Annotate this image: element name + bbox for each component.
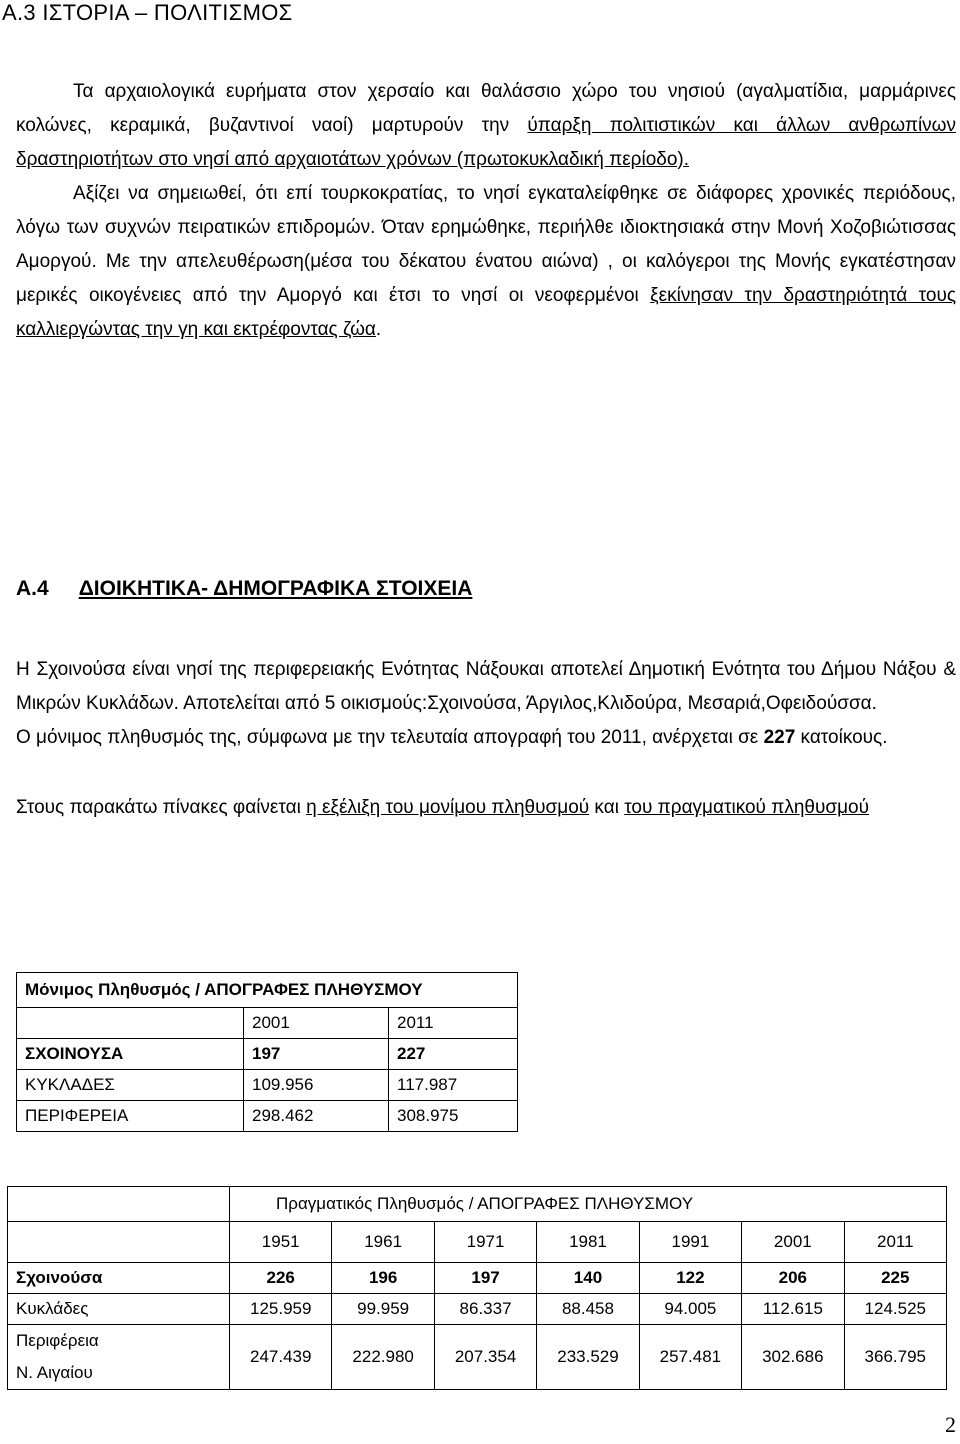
table-cell: 117.987 <box>389 1070 518 1101</box>
table-cell: 197 <box>434 1263 536 1294</box>
section-4-body <box>16 653 956 825</box>
section-3-heading: A.3 ΙΣΤΟΡΙΑ – ΠΟΛΙΤΙΣΜΟΣ <box>2 0 293 25</box>
text-run: και <box>589 797 625 818</box>
permanent-population-table <box>16 972 518 1132</box>
table-row <box>17 1008 518 1039</box>
table-cell: 109.956 <box>244 1070 389 1101</box>
year-cell: 1951 <box>230 1222 332 1263</box>
table-cell: 308.975 <box>389 1101 518 1132</box>
table-row <box>8 1294 947 1325</box>
table-title: Μόνιμος Πληθυσμός / ΑΠΟΓΡΑΦΕΣ ΠΛΗΘΥΣΜΟΥ <box>17 973 518 1008</box>
paragraph-archaeology <box>16 75 956 177</box>
paragraph-turkish-rule <box>16 177 956 347</box>
row-label <box>8 1325 230 1390</box>
table-cell <box>8 1187 230 1222</box>
section-title: ΔΙΟΙΚΗΤΙΚΑ- ΔΗΜΟΓΡΑΦΙΚΑ ΣΤΟΙΧΕΙΑ <box>78 577 473 600</box>
row-label: Σχοινούσα <box>8 1263 230 1294</box>
table-cell: 227 <box>389 1039 518 1070</box>
table-cell: 140 <box>537 1263 639 1294</box>
table-cell: 86.337 <box>434 1294 536 1325</box>
section-3-body <box>16 75 956 347</box>
text-run: Τα αρχαιολογικά ευρήματα στον χερσαίο και θαλάσσιο χώρο του νησιού (αγαλματίδια, μαρμάρινες κολώνες, κεραμικά, βυζαντινοί ναοί) μαρτυρούν την <box>16 81 956 136</box>
text-run: Ο μόνιμος πληθυσμός της, σύμφωνα με την τελευταία απογραφή του 2011, ανέρχεται σε <box>16 727 764 748</box>
text-run: κατοίκους. <box>795 727 888 748</box>
underlined-text: του πραγματικού πληθυσμού <box>624 797 869 818</box>
row-label: ΠΕΡΙΦΕΡΕΙΑ <box>17 1101 244 1132</box>
table-cell: 99.959 <box>332 1294 434 1325</box>
year-cell: 1991 <box>639 1222 741 1263</box>
table-cell: 124.525 <box>844 1294 946 1325</box>
table-title: Πραγματικός Πληθυσμός / ΑΠΟΓΡΑΦΕΣ ΠΛΗΘΥΣΜΟΥ <box>230 1187 947 1222</box>
table-cell: 226 <box>230 1263 332 1294</box>
table-cell: 222.980 <box>332 1325 434 1390</box>
table-row <box>17 1101 518 1132</box>
year-cell: 2001 <box>742 1222 844 1263</box>
table-row <box>8 1222 947 1263</box>
table-cell: 196 <box>332 1263 434 1294</box>
row-label-line: Ν. Αιγαίου <box>16 1363 93 1382</box>
section-number: Α.4 <box>16 577 49 600</box>
text-run: Αξίζει να σημειωθεί, ότι επί τουρκοκρατίας, το νησί εγκαταλείφθηκε σε διάφορες χρονικές περιόδους, λόγω των συχνών πειρατικών επιδρομών. Όταν ερημώθηκε, περιήλθε ιδιοκτησιακά στην Μονή Χοζοβιώτισσας Αμοργού. Με την απελευθέρωση(μέσα του δέκατου ένατου αιώνα) , οι καλόγεροι της Μονής εγκατέστησαν μερικές οικογένειες από την Αμοργό και έτσι το νησί οι νεοφερμένοι <box>16 183 956 306</box>
underlined-text: ξεκίνησαν την δραστηριότητά τους καλλιεργώντας την γη και εκτρέφοντας ζώα <box>16 285 957 340</box>
year-cell: 1981 <box>537 1222 639 1263</box>
actual-population-table <box>7 1186 947 1390</box>
table-cell: 225 <box>844 1263 946 1294</box>
underlined-text: ύπαρξη πολιτιστικών και άλλων ανθρωπίνων δραστηριοτήτων στο νησί από αρχαιοτάτων χρόνων (πρωτοκυκλαδική περίοδο). <box>16 115 956 170</box>
table-cell: 366.795 <box>844 1325 946 1390</box>
table-header-row <box>17 973 518 1008</box>
table-cell: 207.354 <box>434 1325 536 1390</box>
text-run: Στους παρακάτω πίνακες φαίνεται <box>16 797 307 818</box>
table-cell <box>17 1008 244 1039</box>
year-cell: 1961 <box>332 1222 434 1263</box>
year-cell: 2001 <box>244 1008 389 1039</box>
paragraph-tables-intro <box>16 791 956 825</box>
table-cell: 302.686 <box>742 1325 844 1390</box>
year-cell: 2011 <box>844 1222 946 1263</box>
table-cell: 233.529 <box>537 1325 639 1390</box>
year-cell: 1971 <box>434 1222 536 1263</box>
table-cell: 206 <box>742 1263 844 1294</box>
table-cell: 197 <box>244 1039 389 1070</box>
year-cell: 2011 <box>389 1008 518 1039</box>
page-number: 2 <box>945 1412 956 1437</box>
table-row <box>8 1263 947 1294</box>
population-count: 227 <box>763 727 796 748</box>
table-row <box>17 1039 518 1070</box>
row-label: Κυκλάδες <box>8 1294 230 1325</box>
underlined-text: η εξέλιξη του μονίμου πληθυσμού <box>306 797 590 818</box>
text-run: . <box>375 319 382 340</box>
table-cell: 298.462 <box>244 1101 389 1132</box>
table-cell: 88.458 <box>537 1294 639 1325</box>
table-cell: 247.439 <box>230 1325 332 1390</box>
row-label: ΚΥΚΛΑΔΕΣ <box>17 1070 244 1101</box>
table-cell: 122 <box>639 1263 741 1294</box>
table-row <box>8 1325 947 1390</box>
table-cell: 94.005 <box>639 1294 741 1325</box>
table-cell: 112.615 <box>742 1294 844 1325</box>
table-cell: 125.959 <box>230 1294 332 1325</box>
row-label-line: Περιφέρεια <box>16 1331 99 1350</box>
table-row <box>17 1070 518 1101</box>
table-cell <box>8 1222 230 1263</box>
row-label: ΣΧΟΙΝΟΥΣΑ <box>17 1039 244 1070</box>
table-cell: 257.481 <box>639 1325 741 1390</box>
paragraph-population <box>16 721 956 755</box>
paragraph-administration: Η Σχοινούσα είναι νησί της περιφερειακής Ενότητας Νάξουκαι αποτελεί Δημοτική Ενότητα του Δήμου Νάξου & Μικρών Κυκλάδων. Αποτελείται από 5 οικισμούς:Σχοινούσα, Άργιλος,Κλιδούρα, Μεσαριά,Οφειδούσσα. <box>16 659 956 714</box>
section-4-heading <box>16 577 472 601</box>
table-header-row <box>8 1187 947 1222</box>
